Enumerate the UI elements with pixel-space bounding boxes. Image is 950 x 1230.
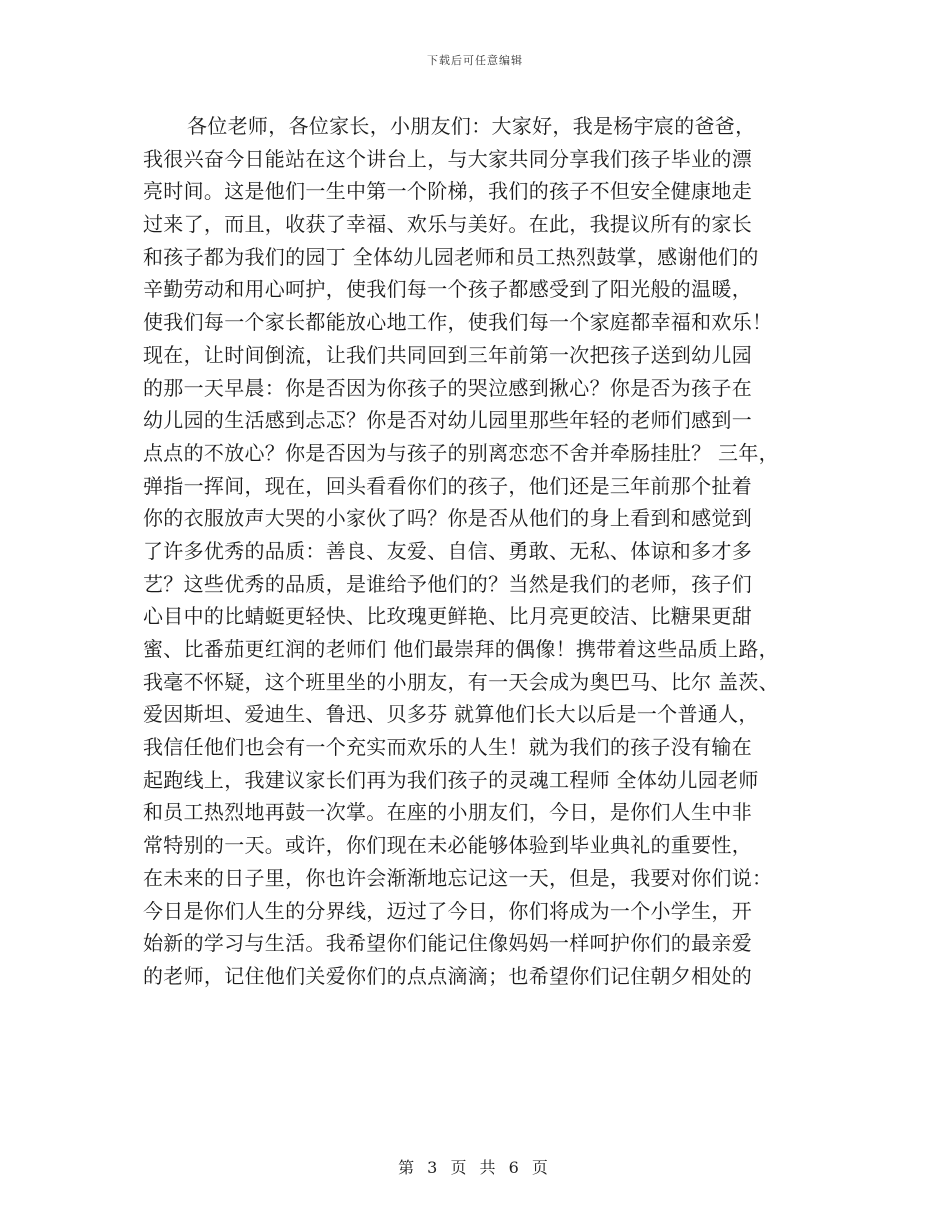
- text-line: 我很兴奋今日能站在这个讲台上，与大家共同分享我们孩子毕业的漂: [143, 146, 752, 171]
- text-line: 辛勤劳动和用心呵护，使我们每一个孩子都感受到了阳光般的温暖，: [143, 277, 752, 302]
- page-footer: 第 3 页 共 6 页: [398, 1158, 552, 1177]
- text-line: 我信任他们也会有一个充实而欢乐的人生！就为我们的孩子没有输在: [143, 735, 752, 760]
- text-line: 蜜、比番茄更红润的老师们 他们最崇拜的偶像！携带着这些品质上路，: [143, 637, 779, 661]
- text-line: 爱因斯坦、爱迪生、鲁迅、贝多芬 就算他们长大以后是一个普通人，: [143, 702, 759, 727]
- page-header: 下载后可任意编辑: [427, 54, 523, 67]
- text-line: 使我们每一个家长都能放心地工作，使我们每一个家庭都幸福和欢乐！: [143, 310, 773, 335]
- text-line: 现在，让时间倒流，让我们共同回到三年前第一次把孩子送到幼儿园: [143, 342, 752, 367]
- text-line: 过来了，而且，收获了幸福、欢乐与美好。在此，我提议所有的家长: [143, 212, 752, 237]
- text-line: 今日是你们人生的分界线，迈过了今日，你们将成为一个小学生，开: [143, 898, 752, 923]
- text-line: 和孩子都为我们的园丁 全体幼儿园老师和员工热烈鼓掌，感谢他们的: [143, 244, 759, 269]
- text-line: 常特别的一天。或许，你们现在未必能够体验到毕业典礼的重要性，: [143, 833, 752, 858]
- text-line: 各位老师，各位家长，小朋友们：大家好，我是杨宇宸的爸爸，: [187, 114, 756, 138]
- text-line: 的那一天早晨：你是否因为你孩子的哭泣感到揪心？你是否为孩子在: [143, 375, 752, 400]
- text-line: 在未来的日子里，你也许会渐渐地忘记这一天，但是，我要对你们说：: [143, 865, 773, 890]
- text-line: 心目中的比蜻蜓更轻快、比玫瑰更鲜艳、比月亮更皎洁、比糖果更甜: [143, 604, 752, 629]
- text-line: 亮时间。这是他们一生中第一个阶梯，我们的孩子不但安全健康地走: [143, 179, 752, 204]
- document-body: [143, 110, 823, 993]
- text-line: 我毫不怀疑，这个班里坐的小朋友，有一天会成为奥巴马、比尔 盖茨、: [143, 669, 779, 694]
- text-line: 弹指一挥间，现在，回头看看你们的孩子，他们还是三年前那个扯着: [143, 473, 752, 498]
- text-line: 幼儿园的生活感到忐忑？你是否对幼儿园里那些年轻的老师们感到一: [143, 408, 752, 433]
- text-line: 你的衣服放声大哭的小家伙了吗？你是否从他们的身上看到和感觉到: [143, 506, 752, 531]
- text-line: 了许多优秀的品质：善良、友爱、自信、勇敢、无私、体谅和多才多: [143, 538, 752, 563]
- text-line: 起跑线上，我建议家长们再为我们孩子的灵魂工程师 全体幼儿园老师: [143, 767, 759, 792]
- text-line: 和员工热烈地再鼓一次掌。在座的小朋友们，今日，是你们人生中非: [143, 800, 752, 825]
- text-line: 始新的学习与生活。我希望你们能记住像妈妈一样呵护你们的最亲爱: [143, 931, 752, 956]
- text-line: 艺？这些优秀的品质，是谁给予他们的？当然是我们的老师，孩子们: [143, 571, 752, 596]
- text-line: 的老师，记住他们关爱你们的点点滴滴；也希望你们记住朝夕相处的: [143, 963, 752, 988]
- text-line: 点点的不放心？你是否因为与孩子的别离恋恋不舍并牵肠挂肚？ 三年，: [143, 440, 779, 465]
